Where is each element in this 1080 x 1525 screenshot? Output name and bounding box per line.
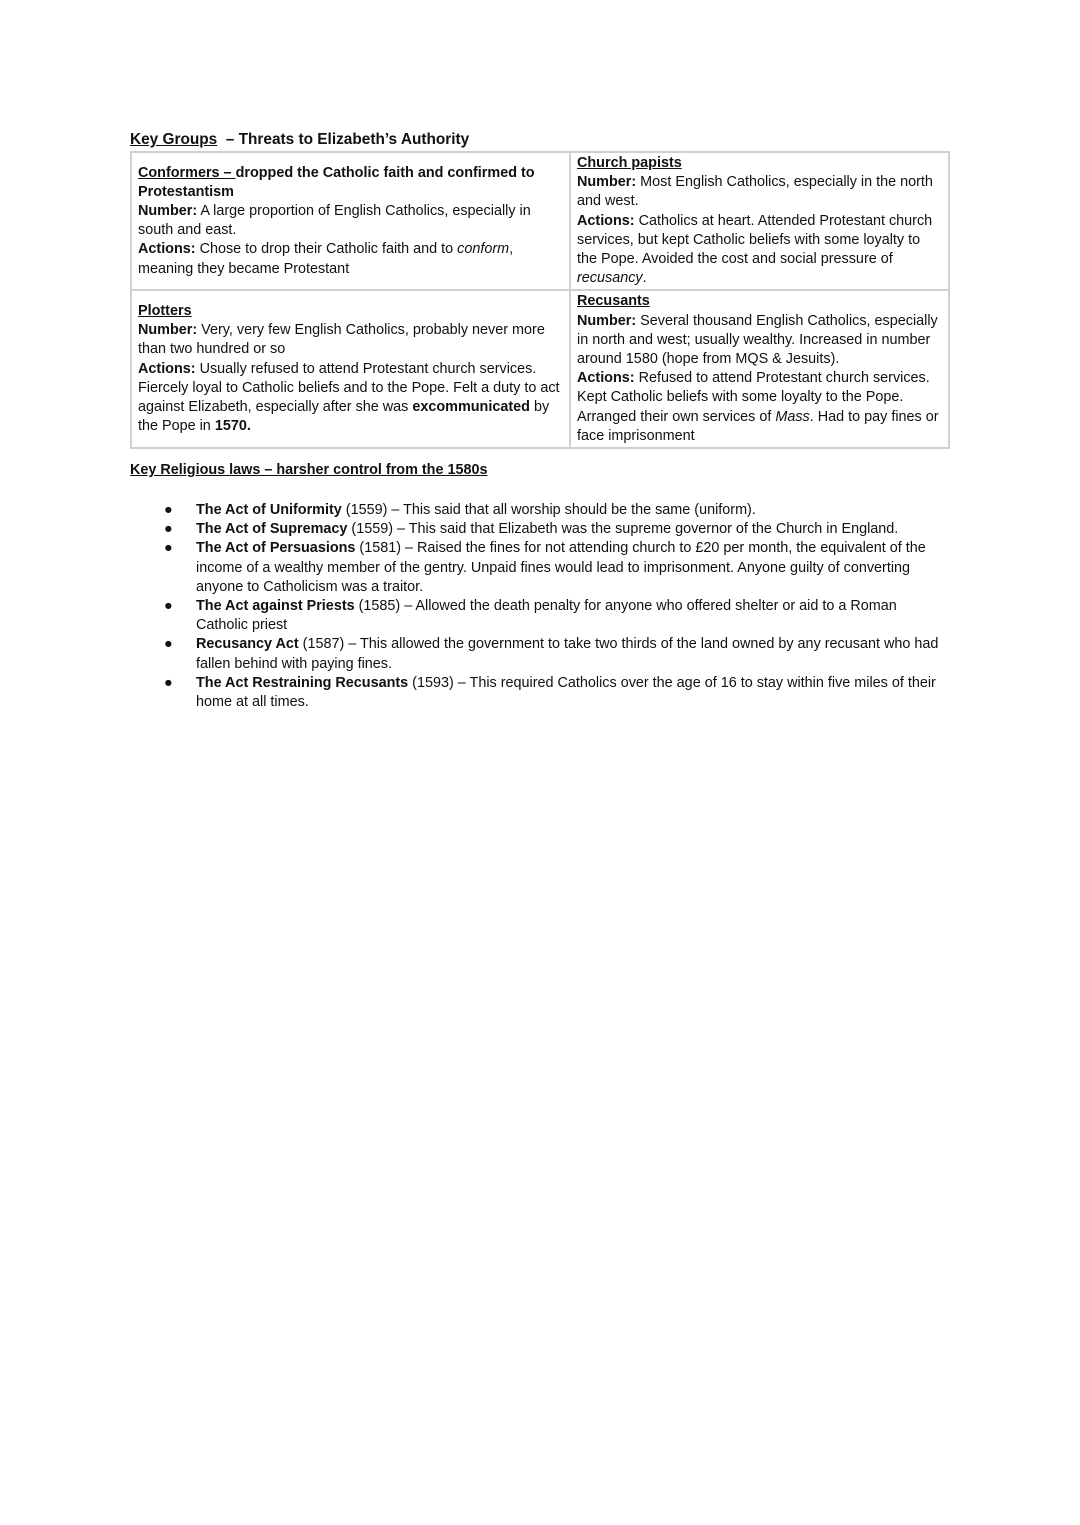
list-item <box>130 597 950 635</box>
actions-text: by the Pope in <box>138 399 550 435</box>
list-item <box>130 539 950 597</box>
bullet-icon: ● <box>164 521 173 538</box>
number-label: Number: <box>138 322 198 339</box>
law-name: The Act of Persuasions <box>196 540 356 557</box>
number-text: A large proportion of English Catholics, especially in south and east. <box>138 203 531 239</box>
actions-label: Actions: <box>138 360 196 377</box>
law-name: The Act Restraining Recusants <box>196 674 409 691</box>
actions-text: Refused to attend Protestant church services. Kept Catholic beliefs with some loyalty to the Pope. Arranged their own services of <box>577 370 930 425</box>
law-text: (1559) – This said that Elizabeth was the supreme governor of the Church in England. <box>347 521 899 538</box>
bullet-icon: ● <box>164 636 173 653</box>
group-name: Recusants <box>577 293 650 310</box>
law-text: (1587) – This allowed the government to take two thirds of the land owned by any recusant who had fallen behind with paying fines. <box>196 636 939 672</box>
laws-heading: Key Religious laws – harsher control from the 1580s <box>130 462 488 478</box>
actions-text: Usually refused to attend Protestant church services. Fiercely loyal to Catholic beliefs and to the Pope. Felt a duty to act against Elizabeth, especially after she was <box>138 360 560 416</box>
page-title <box>130 130 469 149</box>
bullet-icon: ● <box>164 502 173 518</box>
law-name: The Act against Priests <box>196 598 355 615</box>
cell-church-papists <box>570 152 949 290</box>
law-text: (1559) – This said that all worship should be the same (uniform). <box>341 502 756 518</box>
bullet-icon: ● <box>164 598 173 615</box>
laws-list <box>130 501 950 712</box>
actions-emphasis: conform <box>457 241 510 258</box>
group-name: Conformers – <box>138 164 236 181</box>
title-rest: – Threats to Elizabeth’s Authority <box>217 131 470 148</box>
group-name: Church papists <box>577 155 682 171</box>
actions-text: . Had to pay fines or face imprisonment <box>577 408 939 444</box>
actions-emphasis: recusancy <box>577 270 643 287</box>
actions-text: Chose to drop their Catholic faith and to <box>195 241 458 258</box>
number-label: Number: <box>138 203 198 219</box>
cell-plotters <box>131 290 570 448</box>
bullet-icon: ● <box>164 674 173 691</box>
law-name: The Act of Supremacy <box>196 521 348 538</box>
number-text: Several thousand English Catholics, especially in north and west; usually wealthy. Increased in number around 1580 (hope from MQS & Jesuits). <box>577 312 938 368</box>
law-name: Recusancy Act <box>196 636 299 653</box>
actions-text: , meaning they became Protestant <box>138 241 514 277</box>
list-item <box>130 520 950 539</box>
actions-label: Actions: <box>138 241 196 258</box>
number-text: Very, very few English Catholics, probably never more than two hundred or so <box>138 322 545 358</box>
list-item <box>130 501 950 520</box>
law-name: The Act of Uniformity <box>196 502 342 518</box>
law-text: (1593) – This required Catholics over the age of 16 to stay within five miles of their home at all times. <box>196 674 936 711</box>
actions-bold: excommunicated <box>412 399 530 416</box>
actions-emphasis: Mass <box>775 408 810 425</box>
group-desc: dropped the Catholic faith and confirmed to Protestantism <box>138 164 535 200</box>
law-text: (1585) – Allowed the death penalty for anyone who offered shelter or aid to a Roman Catholic priest <box>196 598 897 634</box>
actions-label: Actions: <box>577 370 635 387</box>
law-text: (1581) – Raised the fines for not attending church to £20 per month, the equivalent of the income of a wealthy member of the gentry. Unpaid fines would lead to imprisonment. Anyone guilty of converting anyone to Catholicism was a traitor. <box>196 540 926 595</box>
group-name: Plotters <box>138 303 192 320</box>
actions-text: . <box>642 270 647 287</box>
cell-conformers <box>131 152 570 290</box>
number-label: Number: <box>577 312 637 329</box>
title-underlined: Key Groups <box>130 131 218 148</box>
bullet-icon: ● <box>164 540 173 557</box>
actions-text: Catholics at heart. Attended Protestant church services, but kept Catholic beliefs with some loyalty to the Pope. Avoided the cost and social pressure of <box>577 212 933 268</box>
actions-label: Actions: <box>577 212 635 229</box>
actions-year: 1570. <box>214 418 251 435</box>
list-item <box>130 674 950 712</box>
key-groups-table <box>130 151 950 449</box>
number-label: Number: <box>577 174 637 191</box>
list-item <box>130 635 950 673</box>
number-text: Most English Catholics, especially in the north and west. <box>577 174 933 210</box>
cell-recusants <box>570 290 949 448</box>
